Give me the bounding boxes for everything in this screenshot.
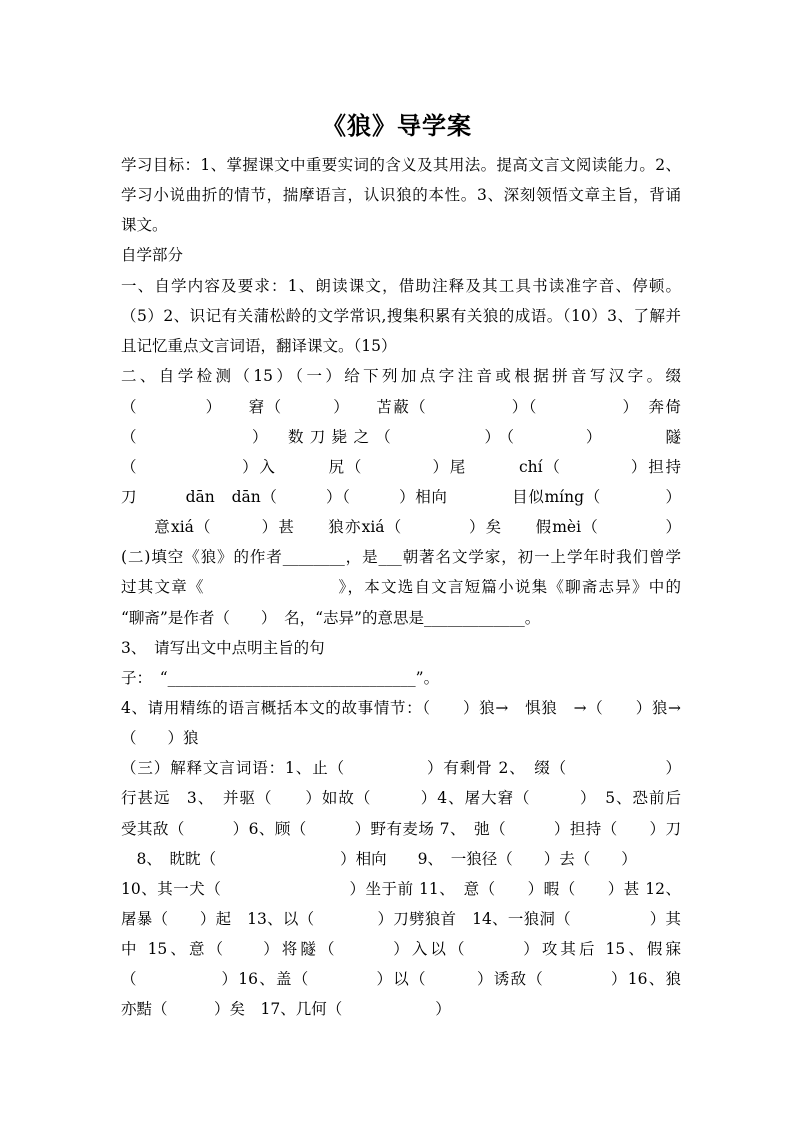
text-line: 课文。 xyxy=(121,216,168,234)
text-line: 学习小说曲折的情节，揣摩语言，认识狼的本性。3、深刻领悟文章主旨，背诵 xyxy=(121,186,681,204)
text-line: 行甚远 3、 并驱（ ）如故（ ）4、屠大窘（ ） 5、恐前后 xyxy=(121,789,681,807)
page-title: 《狼》导学案 xyxy=(322,111,472,140)
text-line: 中 15、意（ ）将隧（ ）入以（ ）攻其后 15、假寐 xyxy=(121,940,681,958)
text-line: 学习目标：1、掌握课文中重要实词的含义及其用法。提高文言文阅读能力。2、 xyxy=(121,156,681,174)
text-line: 过其文章《 》，本文选自文言短篇小说集《聊斋志异》中的 xyxy=(121,578,681,596)
text-line: （ ） 窘（ ） 苫蔽（ ）（ ） 奔倚 xyxy=(121,398,681,416)
text-line: 受其敌（ ）6、顾（ ）野有麦场 7、 弛（ ）担持（ ）刀 xyxy=(121,820,681,838)
text-line: （ ）16、盖（ ）以（ ）诱敌（ ）16、狼 xyxy=(121,970,681,988)
text-line: （三）解释文言词语：1、止（ ）有剩骨 2、 缀（ ） xyxy=(121,759,681,777)
text-line: 亦黠（ ）矣 17、几何（ ） xyxy=(121,1000,451,1018)
text-line: (二)填空《狼》的作者________，是___朝著名文学家，初一上学年时我们曾学 xyxy=(121,548,681,566)
text-line: 子： “________________________________”。 xyxy=(121,669,440,687)
text-line: （ ）入 尻（ ）尾 chí（ ）担持 xyxy=(121,458,681,476)
text-line: 屠暴（ ）起 13、以（ ）刀劈狼首 14、一狼洞（ ）其 xyxy=(121,910,681,928)
text-line: 意xiá（ ）甚 狼亦xiá（ ）矣 假mèi（ ） xyxy=(121,518,681,536)
text-line: （ ）狼 xyxy=(121,729,199,747)
text-line: 10、其一犬（ ）坐于前 11、 意（ ）暇（ ）甚 12、 xyxy=(121,880,681,898)
text-line: （5）2、识记有关蒲松龄的文学常识,搜集积累有关狼的成语。（10）3、了解并 xyxy=(121,307,681,325)
text-line: 8、 眈眈（ ）相向 9、 一狼径（ ）去（ ） xyxy=(121,850,637,868)
text-line: “聊斋”是作者（ ） 名，“志异”的意思是_____________。 xyxy=(121,609,541,627)
text-line: 3、 请写出文中点明主旨的句 xyxy=(121,639,325,657)
section-heading: 自学部分 xyxy=(121,246,184,264)
text-line: 刀 dān dān（ ）（ ）相向 目似míng（ ） xyxy=(121,488,681,506)
text-line: （ ） 数刀毙之（ ）（ ） 隧 xyxy=(121,428,681,446)
text-line: 4、请用精练的语言概括本文的故事情节：（ ）狼→ 惧狼 →（ ）狼→ xyxy=(121,699,681,717)
text-line: 二、自学检测（15）（一）给下列加点字注音或根据拼音写汉字。缀 xyxy=(121,367,681,385)
text-line: 一、自学内容及要求：1、朗读课文，借助注释及其工具书读准字音、停顿。 xyxy=(121,277,681,295)
text-line: 且记忆重点文言词语，翻译课文。（15） xyxy=(121,337,397,355)
